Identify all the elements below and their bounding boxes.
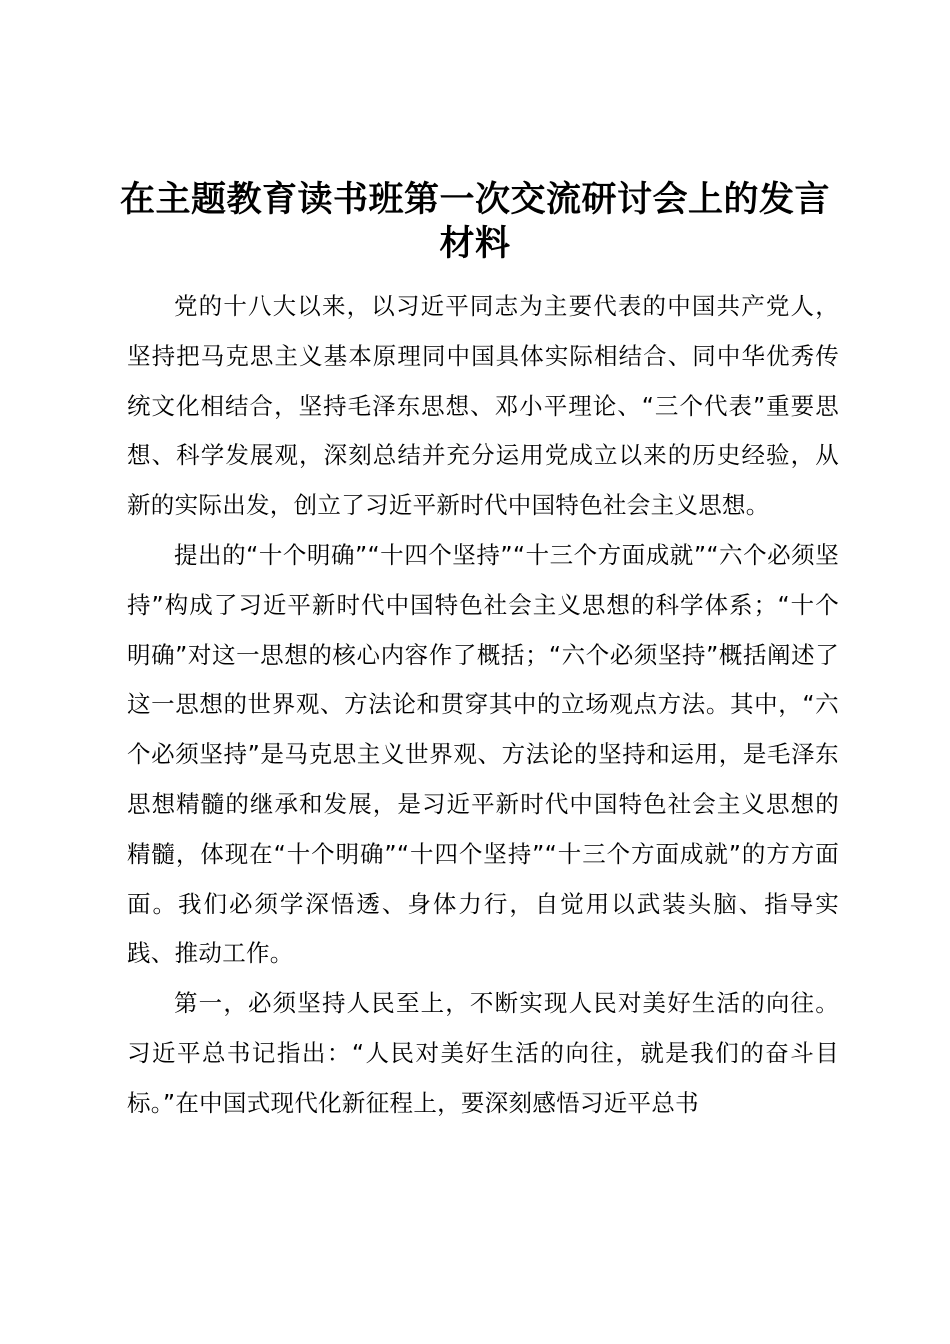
document-body (127, 282, 839, 1129)
document-title: 在主题教育读书班第一次交流研讨会上的发言材料 (120, 180, 831, 264)
paragraph-2: 提出的“十个明确”“十四个坚持”“十三个方面成就”“六个必须坚持”构成了习近平新时代中国特色社会主义思想的科学体系；“十个明确”对这一思想的核心内容作了概括；“六个必须坚持”概括阐述了这一思想的世界观、方法论和贯穿其中的立场观点方法。其中，“六个必须坚持”是马克思主义世界观、方法论的坚持和运用，是毛泽东思想精髓的继承和发展，是习近平新时代中国特色社会主义思想的精髓，体现在“十个明确”“十四个坚持”“十三个方面成就”的方方面面。我们必须学深悟透、身体力行，自觉用以武装头脑、指导实践、推动工作。 (127, 540, 839, 968)
paragraph-1: 党的十八大以来，以习近平同志为主要代表的中国共产党人，坚持把马克思主义基本原理同中国具体实际相结合、同中华优秀传统文化相结合，坚持毛泽东思想、邓小平理论、“三个代表”重要思想、科学发展观，深刻总结并充分运用党成立以来的历史经验，从新的实际出发，创立了习近平新时代中国特色社会主义思想。 (127, 292, 839, 520)
paragraph-3: 第一，必须坚持人民至上，不断实现人民对美好生活的向往。习近平总书记指出：“人民对美好生活的向往，就是我们的奋斗目标。”在中国式现代化新征程上，要深刻感悟习近平总书 (127, 989, 839, 1117)
